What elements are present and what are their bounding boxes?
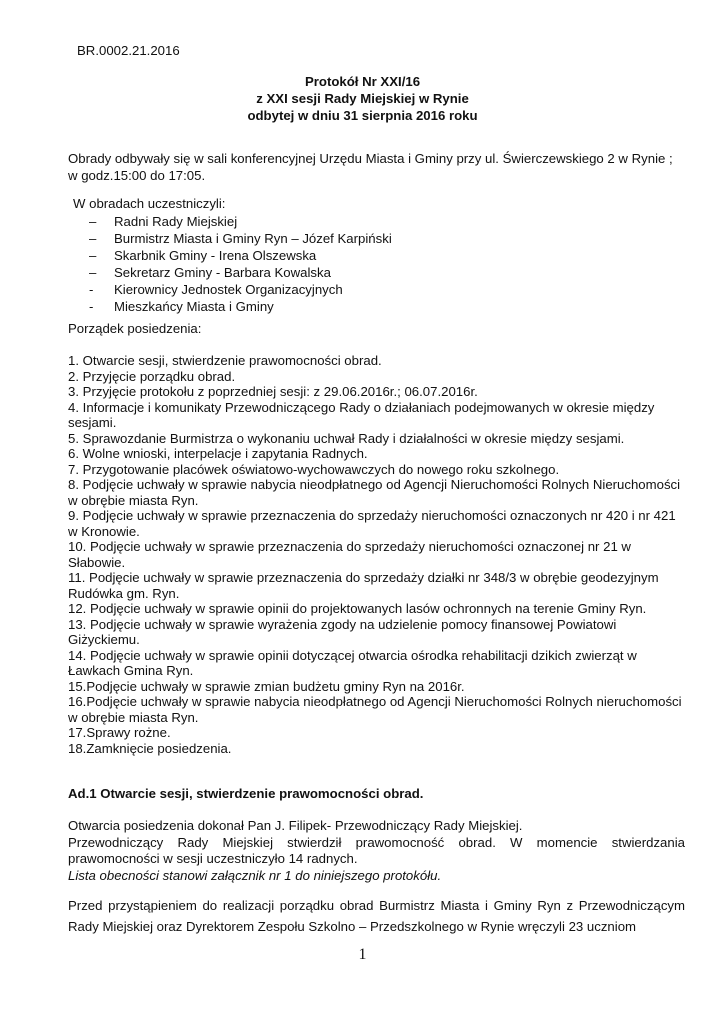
dash-bullet: – (89, 231, 97, 246)
attendees-list (89, 213, 392, 315)
dash-bullet: – (89, 214, 97, 229)
list-item (89, 298, 392, 315)
attendee-text: Mieszkańcy Miasta i Gminy (114, 299, 274, 314)
section-paragraph-2: Przed przystąpieniem do realizacji porządku obrad Burmistrz Miasta i Gminy Ryn z Przewodniczącym Rady Miejskiej oraz Dyrektorem Zespołu Szkolno – Przedszkolnego w Rynie wręczyli 23 uczniom (68, 898, 685, 934)
protocol-subtitle-session: z XXI sesji Rady Miejskiej w Rynie (256, 91, 469, 106)
agenda-item: 11. Podjęcie uchwały w sprawie przeznaczenia do sprzedaży działki nr 348/3 w obrębie geodezyjnym Rudówka gm. Ryn. (68, 570, 659, 601)
paragraph-line: Otwarcia posiedzenia dokonał Pan J. Filipek- Przewodniczący Rady Miejskiej. (68, 818, 523, 833)
attendance-note: Lista obecności stanowi załącznik nr 1 do niniejszego protokółu. (68, 867, 442, 883)
agenda-item: 4. Informacje i komunikaty Przewodniczącego Rady o działaniach podejmowanych w okresie między sesjami. (68, 399, 655, 430)
list-item (89, 230, 392, 247)
agenda-heading: Porządek posiedzenia: (68, 321, 202, 336)
document-reference: BR.0002.21.2016 (77, 43, 180, 58)
attendee-text: Burmistrz Miasta i Gminy Ryn – Józef Karpiński (114, 231, 392, 246)
list-item (89, 247, 392, 264)
agenda-list (68, 353, 688, 756)
dash-bullet: - (89, 282, 94, 297)
list-item (89, 264, 392, 281)
dash-bullet: – (89, 248, 97, 263)
section-paragraph (68, 818, 685, 884)
agenda-item: 3. Przyjęcie protokołu z poprzedniej sesji: z 29.06.2016r.; 06.07.2016r. (68, 384, 478, 399)
attendee-text: Radni Rady Miejskiej (114, 214, 238, 229)
agenda-item: 17.Sprawy rożne. (68, 725, 171, 740)
list-item (89, 213, 392, 230)
page-number: 1 (358, 946, 367, 963)
section-heading-ad1: Ad.1 Otwarcie sesji, stwierdzenie prawomocności obrad. (68, 786, 424, 801)
attendees-heading: W obradach uczestniczyli: (73, 196, 226, 211)
agenda-item: 7. Przygotowanie placówek oświatowo-wychowawczych do nowego roku szkolnego. (68, 461, 560, 477)
agenda-item: 5. Sprawozdanie Burmistrza o wykonaniu uchwał Rady i działalności w okresie między sesjami. (68, 430, 625, 446)
attendee-text: Skarbnik Gminy - Irena Olszewska (114, 248, 317, 263)
protocol-subtitle-date: odbytej w dniu 31 sierpnia 2016 roku (247, 108, 478, 123)
agenda-item: 9. Podjęcie uchwały w sprawie przeznaczenia do sprzedaży nieruchomości oznaczonych nr 420 i nr 421 w Kronowie. (68, 508, 676, 539)
agenda-item: 6. Wolne wnioski, interpelacje i zapytania Radnych. (68, 446, 368, 461)
agenda-item: 13. Podjęcie uchwały w sprawie wyrażenia zgody na udzielenie pomocy finansowej Powiatowi Giżyckiemu. (68, 616, 617, 647)
agenda-item: 1. Otwarcie sesji, stwierdzenie prawomocności obrad. (68, 353, 382, 368)
list-item (89, 281, 392, 298)
paragraph-line: Przewodniczący Rady Miejskiej stwierdził prawomocność obrad. W momencie stwierdzania prawomocności w sesji uczestniczyło 14 radnych. (68, 834, 685, 866)
agenda-item: 14. Podjęcie uchwały w sprawie opinii dotyczącej otwarcia ośrodka rehabilitacji dzikich zwierząt w Ławkach Gmina Ryn. (68, 647, 637, 678)
agenda-item: 12. Podjęcie uchwały w sprawie opinii do projektowanych lasów ochronnych na terenie Gminy Ryn. (68, 601, 647, 616)
attendee-text: Kierownicy Jednostek Organizacyjnych (114, 282, 343, 297)
agenda-item: 10. Podjęcie uchwały w sprawie przeznaczenia do sprzedaży nieruchomości oznaczonej nr 21 w Słabowie. (68, 539, 631, 570)
agenda-item: 8. Podjęcie uchwały w sprawie nabycia nieodpłatnego od Agencji Nieruchomości Rolnych Nieruchomości w obrębie miasta Ryn. (68, 477, 681, 508)
attendee-text: Sekretarz Gminy - Barbara Kowalska (114, 265, 331, 280)
intro-paragraph: Obrady odbywały się w sali konferencyjnej Urzędu Miasta i Gminy przy ul. Świerczewskiego 2 w Rynie ; w godz.15:00 do 17:05. (68, 151, 673, 183)
agenda-item: 2. Przyjęcie porządku obrad. (68, 368, 236, 384)
agenda-item: 15.Podjęcie uchwały w sprawie zmian budżetu gminy Ryn na 2016r. (68, 678, 465, 694)
agenda-item: 18.Zamknięcie posiedzenia. (68, 740, 232, 756)
protocol-title: Protokół Nr XXI/16 (304, 74, 421, 89)
agenda-item: 16.Podjęcie uchwały w sprawie nabycia nieodpłatnego od Agencji Nieruchomości Rolnych nieruchomości w obrębie miasta Ryn. (68, 694, 682, 725)
dash-bullet: - (89, 299, 94, 314)
dash-bullet: – (89, 265, 97, 280)
